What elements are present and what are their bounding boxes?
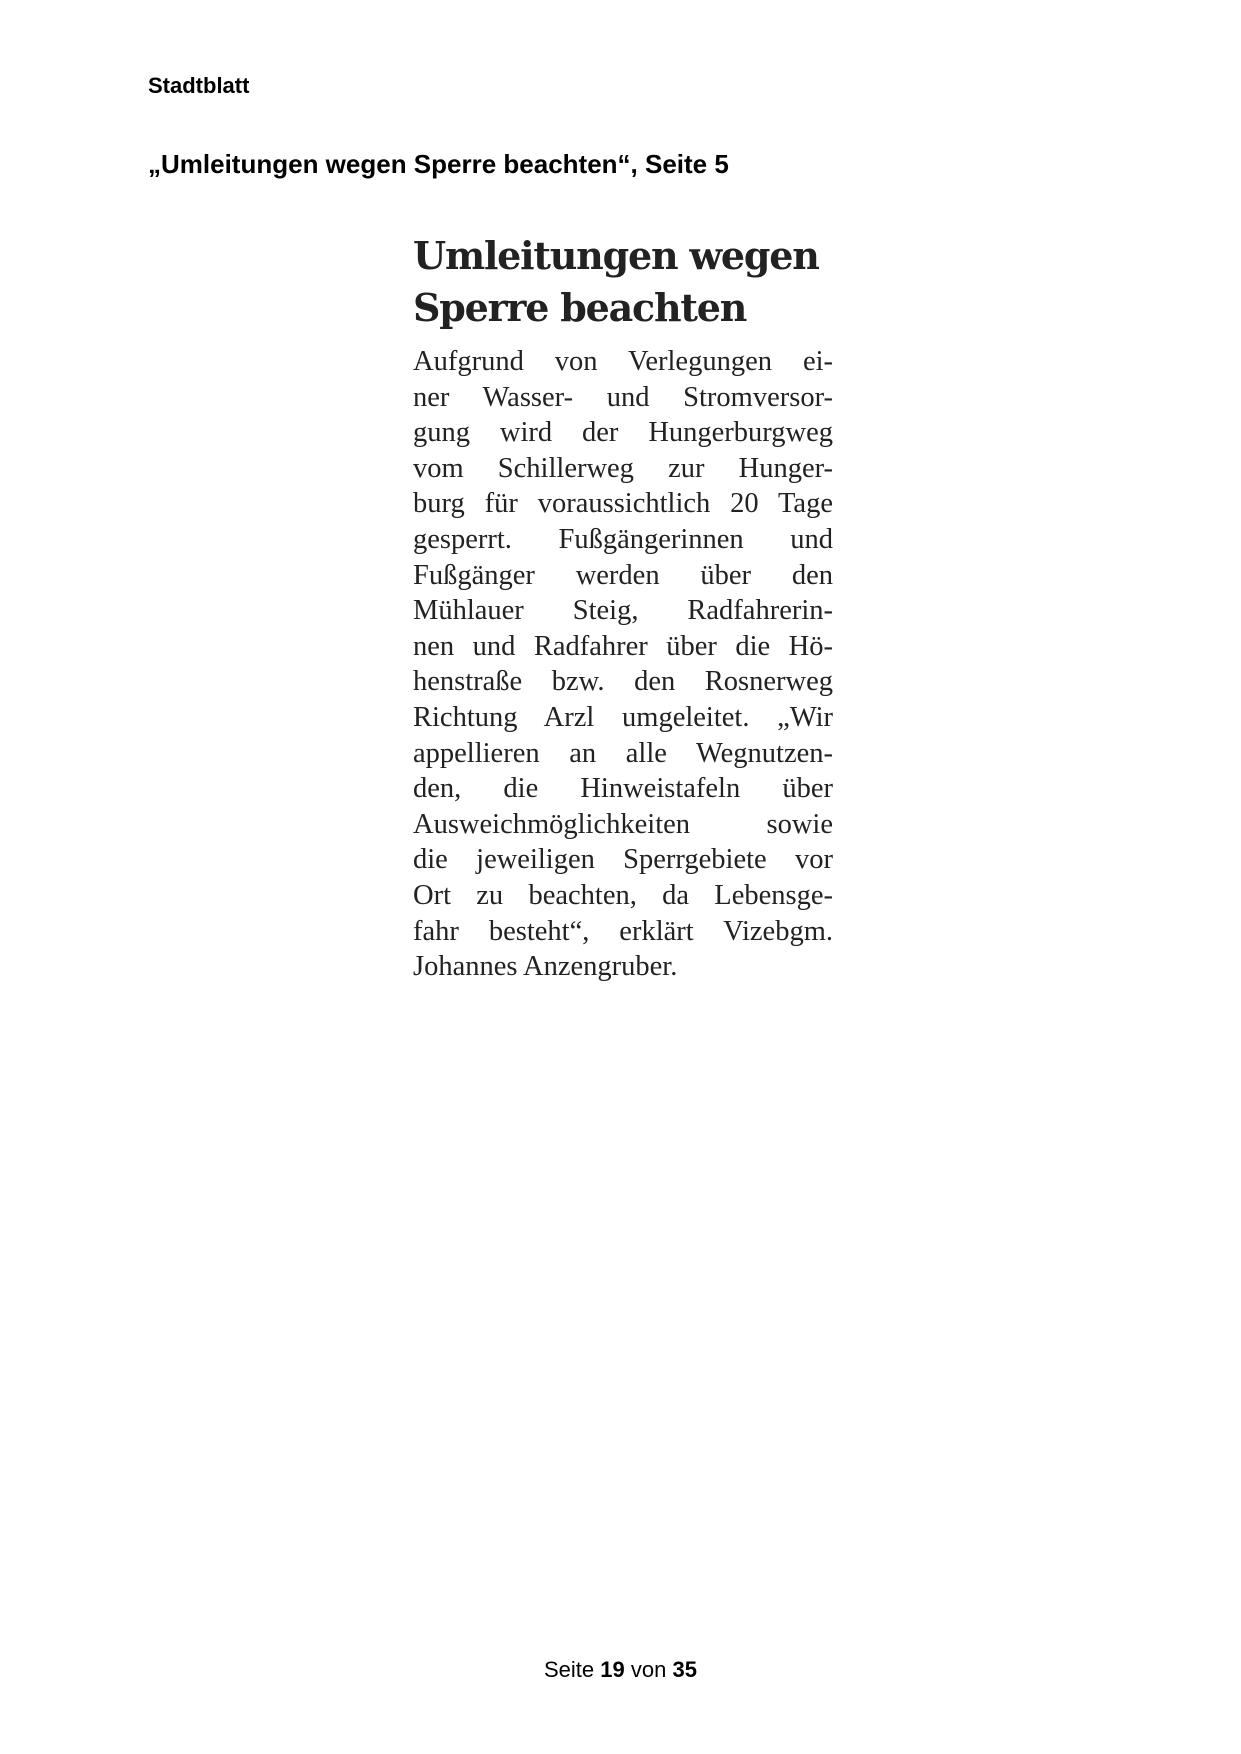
article-body-line: Mühlauer Steig, Radfahrerin- [413, 595, 833, 627]
article-body-line: Ausweichmöglichkeiten sowie [413, 808, 833, 840]
clip-title: „Umleitungen wegen Sperre beachten“, Seite 5 [148, 149, 729, 179]
article-body-line: Fußgänger werden über den [413, 559, 833, 591]
article-headline-line: Umleitungen wegen [413, 233, 819, 278]
source-label: Stadtblatt [148, 73, 250, 98]
article-clipping [413, 230, 833, 985]
article-body-line: Aufgrund von Verlegungen ei- [413, 346, 833, 377]
article-body-line: ner Wasser- und Stromversor- [413, 381, 833, 413]
article-body-line: nen und Radfahrer über die Hö- [413, 630, 833, 662]
article-body-line: fahr besteht“, erklärt Vizebgm. [413, 915, 833, 947]
article-headline-line: Sperre beachten [413, 285, 747, 330]
article-body-line: gesperrt. Fußgängerinnen und [413, 523, 833, 555]
article-body-line: vom Schillerweg zur Hunger- [413, 452, 833, 484]
article-body-line: Richtung Arzl umgeleitet. „Wir [413, 701, 833, 733]
article-body-line: Johannes Anzengruber. [413, 951, 678, 983]
footer-separator: von [630, 1657, 667, 1682]
current-page-number: 19 [600, 1657, 625, 1682]
article-headline [413, 230, 833, 334]
article-body [413, 344, 833, 985]
article-body-line: henstraße bzw. den Rosnerweg [413, 666, 833, 698]
page-footer [0, 1656, 1241, 1684]
footer-prefix: Seite [544, 1657, 595, 1682]
total-pages-number: 35 [672, 1657, 697, 1682]
article-body-line: den, die Hinweistafeln über [413, 773, 833, 805]
article-body-line: gung wird der Hungerburgweg [413, 417, 833, 449]
article-body-line: appellieren an alle Wegnutzen- [413, 737, 833, 769]
article-body-line: die jeweiligen Sperrgebiete vor [413, 844, 833, 876]
article-body-line: burg für voraussichtlich 20 Tage [413, 488, 833, 520]
article-body-line: Ort zu beachten, da Lebensge- [413, 879, 833, 911]
